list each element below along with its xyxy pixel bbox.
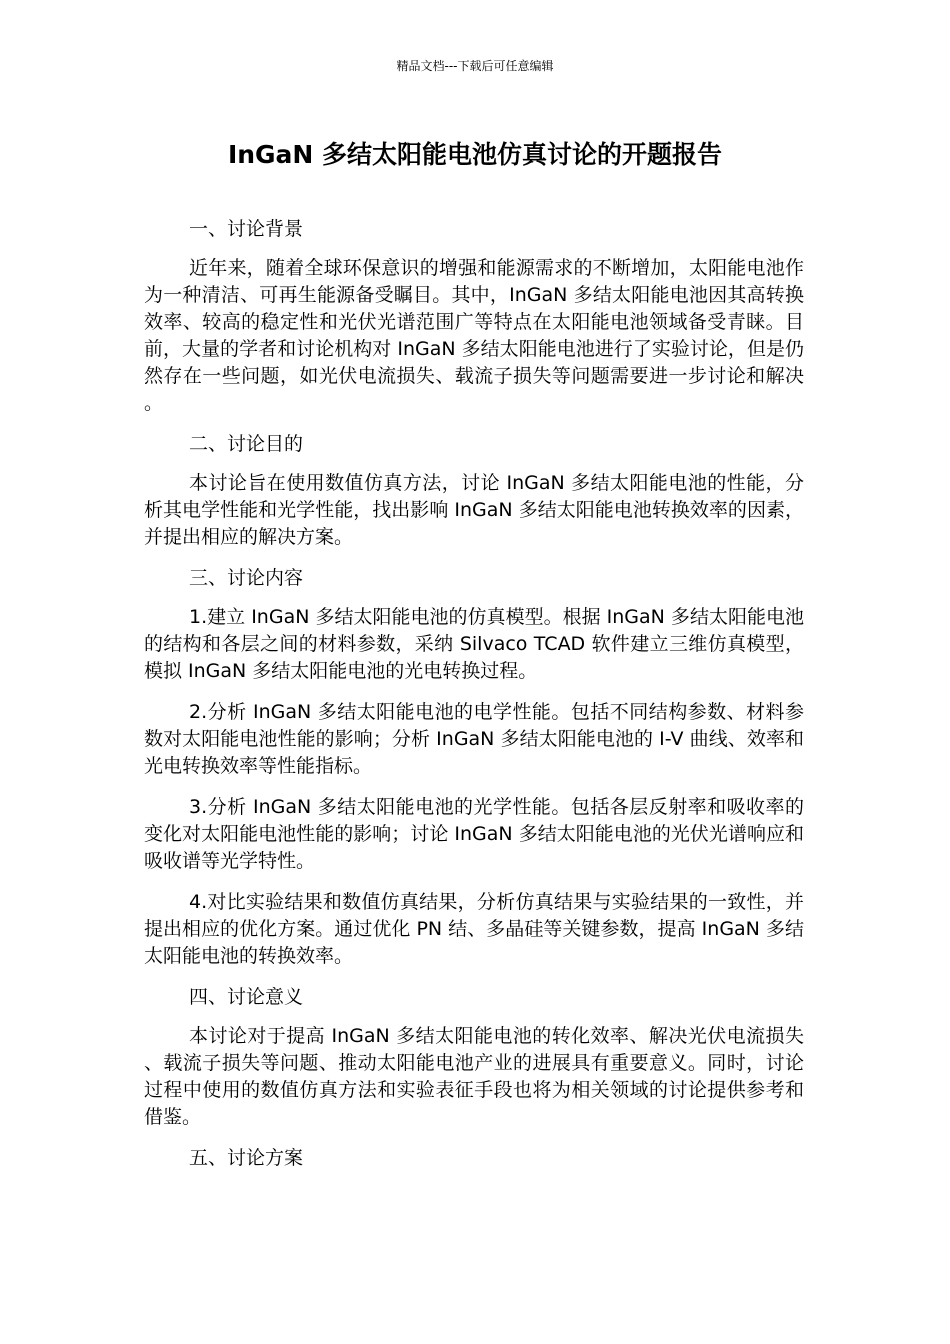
background-paragraph: 近年来，随着全球环保意识的增强和能源需求的不断增加，太阳能电池作为一种清洁、可再生能源备受瞩目。其中，InGaN 多结太阳能电池因其高转换效率、较高的稳定性和光伏光谱范围广等特点在太阳能电池领域备受青睐。目前，大量的学者和讨论机构对 InGaN 多结太阳能电池进行了实验讨论，但是仍然存在一些问题，如光伏电流损失、载流子损失等问题需要进一步讨论和解决。 <box>144 257 804 414</box>
content-item-1: 1.建立 InGaN 多结太阳能电池的仿真模型。根据 InGaN 多结太阳能电池的结构和各层之间的材料参数，采纳 Silvaco TCAD 软件建立三维仿真模型，模拟 InGaN 多结太阳能电池的光电转换过程。 <box>144 606 804 682</box>
significance-paragraph: 本讨论对于提高 InGaN 多结太阳能电池的转化效率、解决光伏电流损失、载流子损失等问题、推动太阳能电池产业的进展具有重要意义。同时，讨论过程中使用的数值仿真方法和实验表征手段也将为相关领域的讨论提供参考和借鉴。 <box>144 1025 804 1128</box>
document-body <box>144 216 804 1184</box>
section-heading-content: 三、讨论内容 <box>189 567 304 589</box>
section-heading-background: 一、讨论背景 <box>189 218 304 240</box>
purpose-paragraph: 本讨论旨在使用数值仿真方法，讨论 InGaN 多结太阳能电池的性能，分析其电学性能和光学性能，找出影响 InGaN 多结太阳能电池转换效率的因素，并提出相应的解决方案。 <box>144 472 804 548</box>
document-title: InGaN 多结太阳能电池仿真讨论的开题报告 <box>227 140 723 169</box>
section-heading-significance: 四、讨论意义 <box>189 986 304 1008</box>
section-heading-purpose: 二、讨论目的 <box>189 433 304 455</box>
content-item-4: 4.对比实验结果和数值仿真结果，分析仿真结果与实验结果的一致性，并提出相应的优化方案。通过优化 PN 结、多晶硅等关键参数，提高 InGaN 多结太阳能电池的转换效率。 <box>144 891 804 967</box>
page-header: 精品文档---下载后可任意编辑 <box>396 59 554 73</box>
content-item-2: 2.分析 InGaN 多结太阳能电池的电学性能。包括不同结构参数、材料参数对太阳能电池性能的影响；分析 InGaN 多结太阳能电池的 I-V 曲线、效率和光电转换效率等性能指标。 <box>144 701 804 777</box>
content-item-3: 3.分析 InGaN 多结太阳能电池的光学性能。包括各层反射率和吸收率的变化对太阳能电池性能的影响；讨论 InGaN 多结太阳能电池的光伏光谱响应和吸收谱等光学特性。 <box>144 796 804 872</box>
section-heading-plan: 五、讨论方案 <box>189 1147 304 1169</box>
